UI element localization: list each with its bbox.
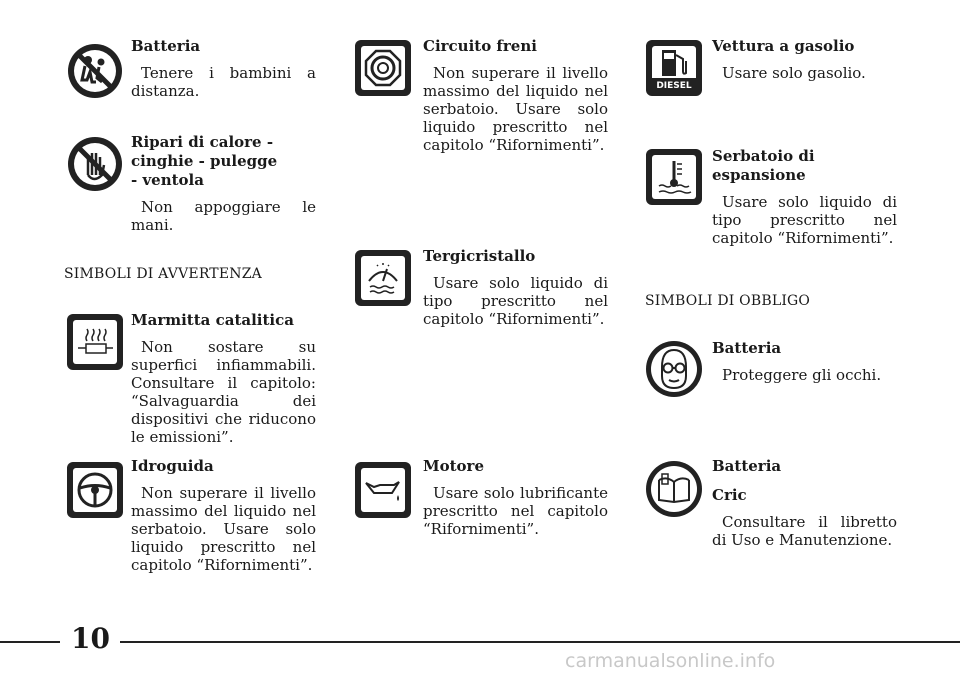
item-title-2: Cric bbox=[712, 486, 747, 504]
coolant-temperature-icon bbox=[645, 148, 703, 206]
item-text: Non appoggiare le mani. bbox=[131, 198, 316, 234]
item-title: Vettura a gasolio bbox=[712, 37, 855, 55]
steering-wheel-icon bbox=[66, 461, 124, 519]
item-title: Batteria bbox=[712, 457, 782, 475]
windshield-washer-icon bbox=[354, 249, 412, 307]
catalytic-converter-icon bbox=[66, 313, 124, 371]
item-title: Serbatoio di espansione bbox=[712, 147, 815, 184]
eye-protection-icon bbox=[645, 340, 703, 398]
manual-book-icon bbox=[645, 460, 703, 518]
item-text: Usare solo liquido di tipo prescritto nel capitolo “Rifornimenti”. bbox=[423, 274, 608, 328]
tergicristallo-block bbox=[423, 247, 608, 328]
item-title: Idroguida bbox=[131, 457, 214, 475]
diesel-label: DIESEL bbox=[656, 81, 692, 91]
page-number: 10 bbox=[71, 622, 110, 655]
watermark: carmanualsonline.info bbox=[565, 650, 776, 672]
gasolio-block bbox=[712, 37, 897, 82]
item-title: Batteria bbox=[131, 37, 201, 55]
cric-block bbox=[712, 457, 897, 549]
item-text: Usare solo liquido di tipo prescritto nel capitolo “Rifornimenti”. bbox=[712, 193, 897, 247]
item-text: Tenere i bambini a distanza. bbox=[131, 64, 316, 100]
motore-block bbox=[423, 457, 608, 538]
footer-rule-right bbox=[120, 641, 960, 643]
item-text: Non superare il livello massimo del liquido nel serbatoio. Usare solo liquido prescritto nel capitolo “Rifornimenti”. bbox=[131, 484, 316, 574]
item-title: Circuito freni bbox=[423, 37, 537, 55]
item-title: Ripari di calore - cinghie - pulegge - ventola bbox=[131, 133, 278, 189]
batteria-eyes-block bbox=[712, 339, 897, 384]
oil-can-icon bbox=[354, 461, 412, 519]
marmitta-block bbox=[131, 311, 316, 446]
diesel-pump-icon bbox=[645, 39, 703, 97]
obligation-heading: SIMBOLI DI OBBLIGO bbox=[645, 293, 811, 309]
item-text: Consultare il libretto di Uso e Manutenzione. bbox=[712, 513, 897, 549]
item-title: Marmitta catalitica bbox=[131, 311, 294, 329]
item-text: Usare solo lubrificante prescritto nel capitolo “Rifornimenti”. bbox=[423, 484, 608, 538]
item-text: Proteggere gli occhi. bbox=[722, 366, 882, 384]
ripari-block bbox=[131, 133, 316, 234]
batteria-children-block bbox=[131, 37, 316, 100]
brake-circuit-icon bbox=[354, 39, 412, 97]
item-text: Non superare il livello massimo del liquido nel serbatoio. Usare solo liquido prescritto nel capitolo “Rifornimenti”. bbox=[423, 64, 608, 154]
item-title: Batteria bbox=[712, 339, 782, 357]
footer-rule-left bbox=[0, 641, 60, 643]
item-text: Usare solo gasolio. bbox=[722, 64, 866, 82]
freni-block bbox=[423, 37, 608, 154]
item-text: Non sostare su superfici infiammabili. Consultare il capitolo: “Salvaguardia dei dispositivi che riducono le emissioni”. bbox=[131, 338, 316, 446]
warning-heading: SIMBOLI DI AVVERTENZA bbox=[64, 266, 262, 282]
espansione-block bbox=[712, 147, 897, 247]
no-children-icon bbox=[66, 42, 124, 100]
no-hand-icon bbox=[66, 135, 124, 193]
item-title: Motore bbox=[423, 457, 484, 475]
idroguida-block bbox=[131, 457, 316, 574]
item-title: Tergicristallo bbox=[423, 247, 536, 265]
